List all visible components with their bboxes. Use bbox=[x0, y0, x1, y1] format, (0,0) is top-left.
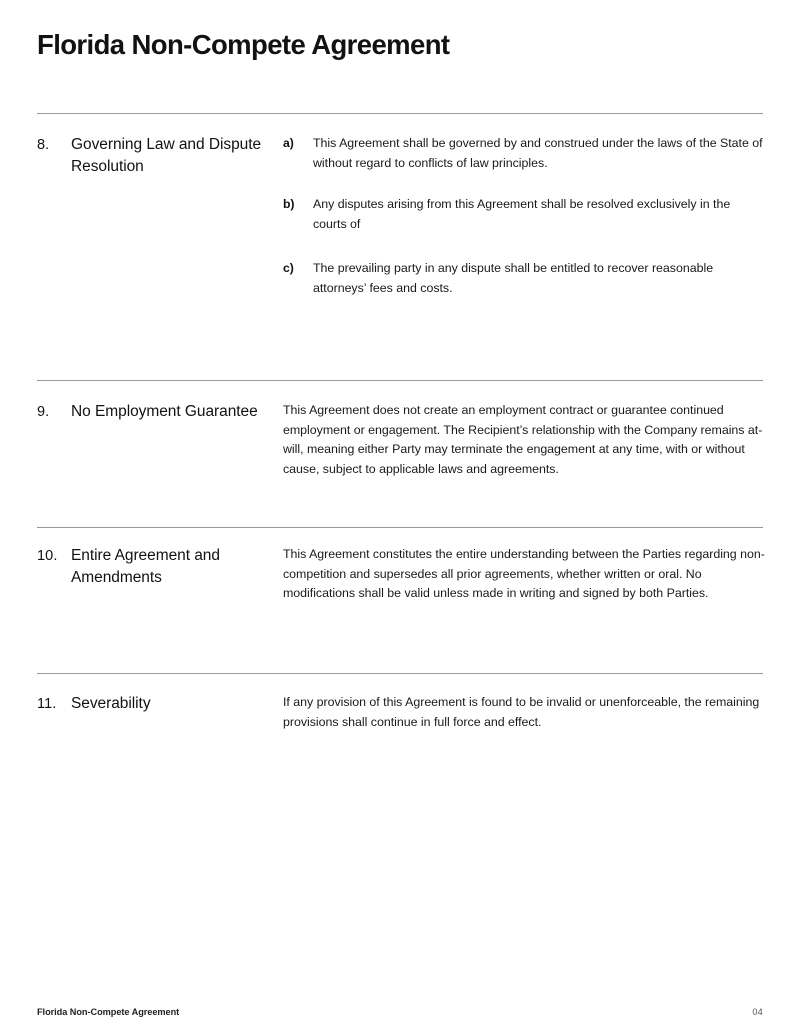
section-11-body bbox=[283, 693, 765, 732]
section-10-body bbox=[283, 545, 765, 604]
page-title: Florida Non-Compete Agreement bbox=[37, 29, 450, 60]
subitem-c-text: The prevailing party in any dispute shall be entitled to recover reasonable attorneys’ fees and costs. bbox=[313, 261, 714, 295]
subitem-b-text-before-blank: Any disputes arising from this Agreement shall be resolved exclusively in the courts of bbox=[313, 197, 731, 231]
section-8-body bbox=[283, 134, 765, 299]
subitem-a bbox=[283, 134, 765, 173]
section-11-title: Severability bbox=[71, 695, 151, 712]
section-9-title: No Employment Guarantee bbox=[71, 403, 258, 420]
footer-page-number: 04 bbox=[752, 1007, 763, 1017]
section-10-paragraph: This Agreement constitutes the entire understanding between the Parties regarding non-competition and supersedes all prior agreements, whether written or oral. No modifications shall be valid unless made in writing and signed by both Parties. bbox=[283, 547, 765, 601]
section-9-paragraph: This Agreement does not create an employment contract or guarantee continued employment or engagement. The Recipient’s relationship with the Company remains at-will, meaning either Party may terminate the engagement at any time, with or without cause, subject to applicable laws and agreements. bbox=[283, 403, 763, 476]
subitem-a-text-after-blank: without regard to conflicts of law principles. bbox=[313, 155, 548, 170]
section-9-heading bbox=[37, 401, 277, 423]
subitem-a-text-before-blank: This Agreement shall be governed by and construed under the laws of the State of bbox=[313, 136, 763, 150]
section-10-heading bbox=[37, 545, 277, 589]
section-8-title: Governing Law and Dispute Resolution bbox=[71, 136, 262, 175]
section-11-heading bbox=[37, 693, 277, 715]
section-9-number: 9. bbox=[37, 404, 50, 420]
section-9-body bbox=[283, 401, 765, 479]
subitem-a-letter: a) bbox=[283, 136, 294, 150]
section-11-paragraph: If any provision of this Agreement is found to be invalid or unenforceable, the remaining provisions shall continue in full force and effect. bbox=[283, 695, 760, 729]
subitem-c bbox=[283, 259, 765, 298]
subitem-b bbox=[283, 195, 765, 234]
footer-document-title: Florida Non-Compete Agreement bbox=[37, 1007, 180, 1017]
section-divider-2 bbox=[37, 380, 763, 381]
section-divider-1 bbox=[37, 113, 763, 114]
subitem-b-letter: b) bbox=[283, 197, 295, 212]
section-11-number: 11. bbox=[37, 696, 57, 712]
section-8-heading bbox=[37, 134, 277, 178]
section-8-number: 8. bbox=[37, 137, 50, 153]
section-10-title: Entire Agreement and Amendments bbox=[71, 547, 220, 586]
subitem-c-letter: c) bbox=[283, 261, 294, 276]
section-divider-3 bbox=[37, 527, 763, 528]
section-10-number: 10. bbox=[37, 548, 58, 564]
section-divider-4 bbox=[37, 673, 763, 674]
